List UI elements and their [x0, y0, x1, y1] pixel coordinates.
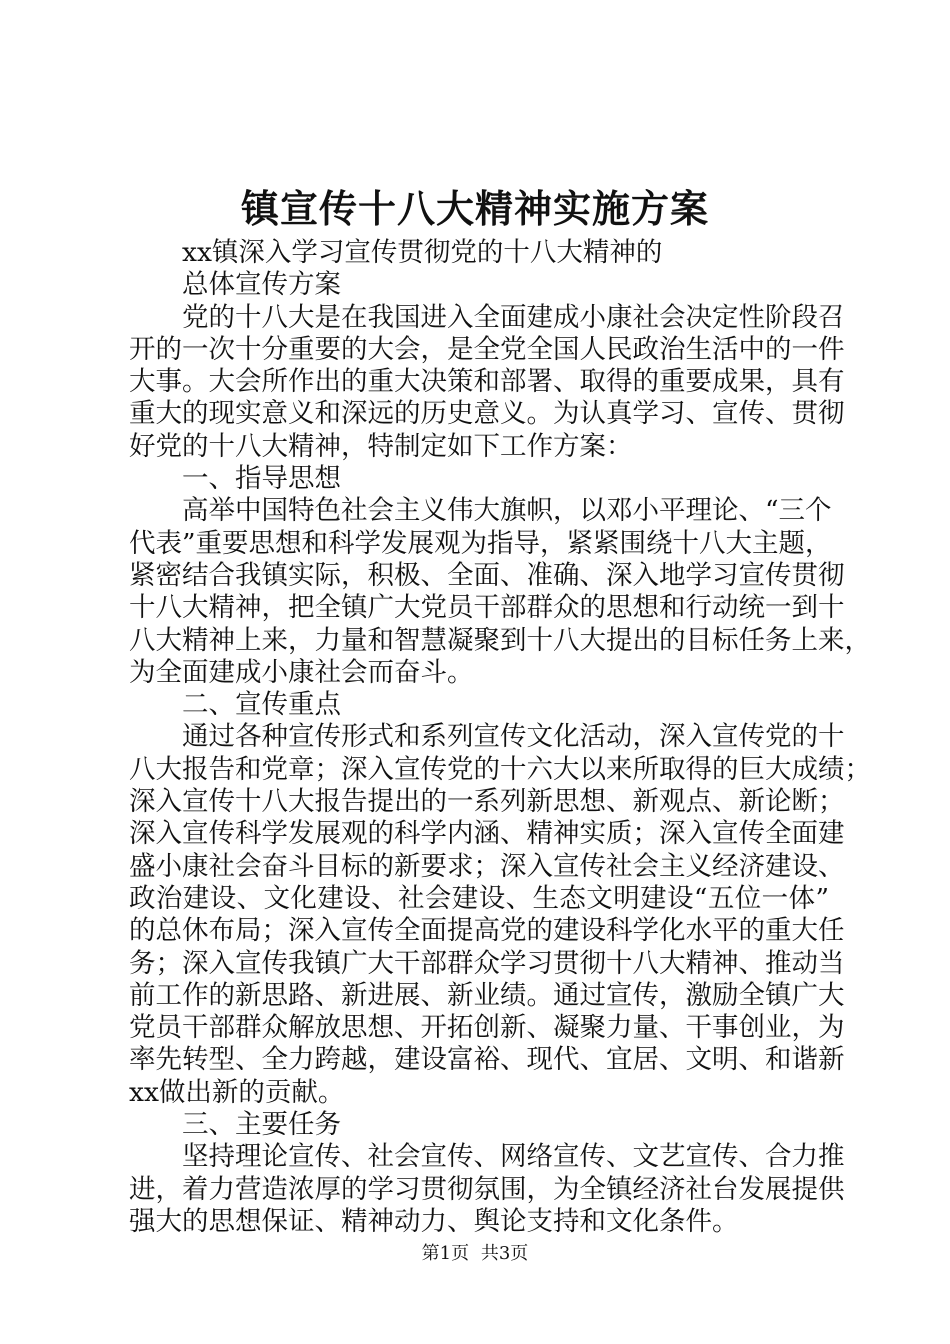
section-heading: 三、主要任务	[182, 1109, 341, 1141]
body-line: 为全面建成小康社会而奋斗。	[129, 656, 474, 688]
body-line: xx做出新的贡献。	[129, 1076, 345, 1108]
body-line: 紧密结合我镇实际，积极、全面、准确、深入地学习宣传贯彻	[129, 559, 845, 591]
body-line: 党的十八大是在我国进入全面建成小康社会决定性阶段召	[182, 301, 845, 333]
body-line: 深入宣传十八大报告提出的一系列新思想、新观点、新论断；	[129, 786, 845, 818]
section-heading: 二、宣传重点	[182, 689, 341, 721]
body-line: 好党的十八大精神，特制定如下工作方案：	[129, 430, 633, 462]
body-line: 大事。大会所作出的重大决策和部署、取得的重要成果，具有	[129, 366, 845, 398]
body-line: 的总休布局；深入宣传全面提高党的建设科学化水平的重大任	[129, 915, 845, 947]
page-footer	[0, 1242, 950, 1266]
document-body	[129, 237, 871, 1238]
body-line: 进，着力营造浓厚的学习贯彻氛围，为全镇经济社台发展提供	[129, 1173, 845, 1205]
body-line: 率先转型、全力跨越，建设富裕、现代、宜居、文明、和谐新	[129, 1044, 845, 1076]
body-line: 强大的思想保证、精神动力、舆论支持和文化条件。	[129, 1205, 739, 1237]
body-line: 重大的现实意义和深远的历史意义。为认真学习、宣传、贯彻	[129, 398, 845, 430]
body-line: 八大精神上来，力量和智慧凝聚到十八大提出的目标任务上来，	[129, 624, 871, 656]
body-line: 政治建设、文化建设、社会建设、生态文明建设“五位一体”	[129, 882, 829, 914]
body-line: 深入宣传科学发展观的科学内涵、精神实质；深入宣传全面建	[129, 818, 845, 850]
body-line: 前工作的新思路、新进展、新业绩。通过宣传，激励全镇广大	[129, 979, 845, 1011]
body-line: 务；深入宣传我镇广大干部群众学习贯彻十八大精神、推动当	[129, 947, 845, 979]
body-line: 党员干部群众解放思想、开拓创新、凝聚力量、干事创业，为	[129, 1012, 845, 1044]
body-line: 代表”重要思想和科学发展观为指导，紧紧围绕十八大主题，	[129, 527, 832, 559]
body-line: xx镇深入学习宣传贯彻党的十八大精神的	[182, 237, 663, 268]
document-title: 镇宣传十八大精神实施方案	[240, 186, 709, 231]
section-heading: 一、指导思想	[182, 463, 341, 495]
page-total: 共3页	[480, 1243, 529, 1264]
body-line: 十八大精神，把全镇广大党员干部群众的思想和行动统一到十	[129, 592, 845, 624]
body-line: 开的一次十分重要的大会，是全党全国人民政治生活中的一件	[129, 333, 845, 365]
body-line: 坚持理论宣传、社会宣传、网络宣传、文艺宣传、合力推	[182, 1141, 845, 1173]
body-line: 盛小康社会奋斗目标的新要求；深入宣传社会主义经济建设、	[129, 850, 845, 882]
body-line: 总体宣传方案	[182, 269, 341, 301]
body-line: 通过各种宣传形式和系列宣传文化活动，深入宣传党的十	[182, 721, 845, 753]
body-line: 八大报告和党章；深入宣传党的十六大以来所取得的巨大成绩；	[129, 753, 871, 785]
page-number: 第1页	[421, 1243, 470, 1264]
body-line: 高举中国特色社会主义伟大旗帜，以邓小平理论、“三个	[182, 495, 832, 527]
